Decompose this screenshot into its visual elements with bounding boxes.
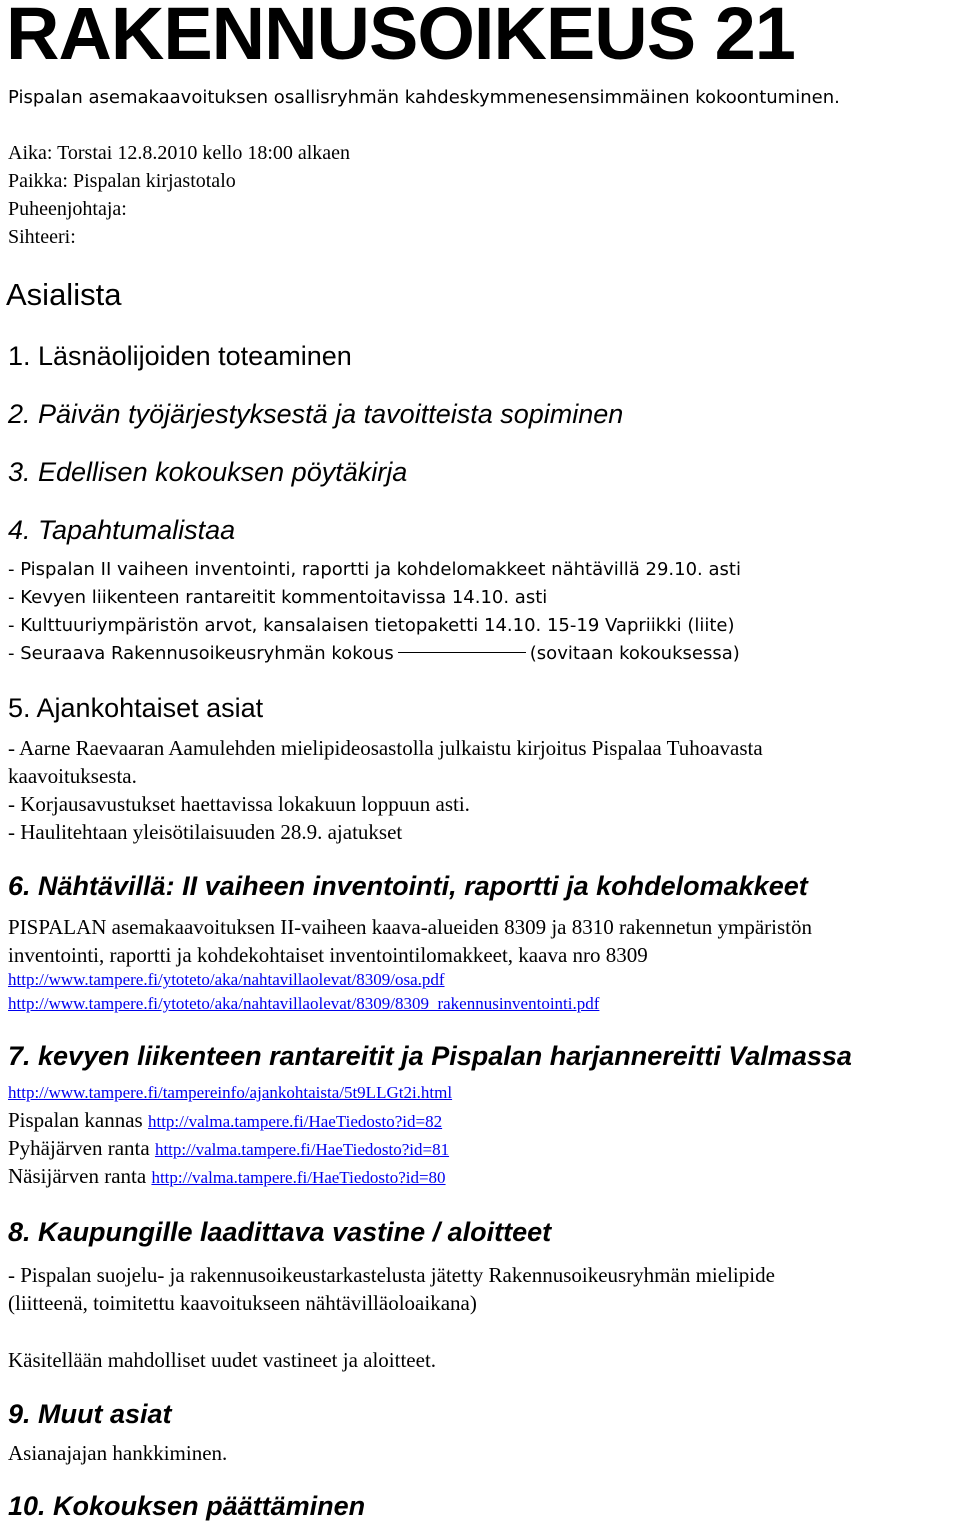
pyhajarvi-link[interactable]: http://valma.tampere.fi/HaeTiedosto?id=81	[154, 1140, 450, 1159]
sec4-line-4-note: (sovitaan kokouksessa)	[529, 643, 740, 664]
sec4-line-1: - Pispalan II vaiheen inventointi, raportti ja kohdelomakkeet nähtävillä 29.10. asti	[8, 559, 741, 580]
osa-pdf-link[interactable]: http://www.tampere.fi/ytoteto/aka/nahtavillaolevat/8309/osa.pdf	[8, 970, 445, 989]
sec5-line-1: - Aarne Raevaaran Aamulehden mielipideosastolla julkaistu kirjoitus Pispalaa Tuhoavasta	[8, 736, 763, 760]
sec8-line-2: (liitteenä, toimitettu kaavoitukseen nähtävilläoloaikana)	[8, 1291, 477, 1315]
asialista-heading: Asialista	[6, 277, 122, 312]
sec5-line-3: - Korjausavustukset haettavissa lokakuun loppuun asti.	[8, 792, 470, 816]
agenda-item-3: 3. Edellisen kokouksen pöytäkirja	[8, 457, 408, 487]
nasijarvi-label: Näsijärven ranta	[8, 1164, 147, 1188]
meta-paikka: Paikka: Pispalan kirjastotalo	[8, 170, 236, 192]
pyhajarvi-label: Pyhäjärven ranta	[8, 1136, 150, 1160]
blank-line	[398, 651, 526, 653]
sec6-line-2: inventointi, raportti ja kohdekohtaiset inventointilomakkeet, kaava nro 8309	[8, 943, 648, 967]
agenda-item-2: 2. Päivän työjärjestyksestä ja tavoitteista sopiminen	[8, 399, 624, 429]
meta-puheenjohtaja: Puheenjohtaja:	[8, 198, 127, 220]
meta-sihteeri: Sihteeri:	[8, 226, 76, 248]
pyhajarvi-row	[8, 1134, 449, 1164]
document-title: RAKENNUSOIKEUS 21	[6, 0, 795, 75]
sec8-line-1: - Pispalan suojelu- ja rakennusoikeustarkastelusta jätetty Rakennusoikeusryhmän mielipide	[8, 1263, 775, 1287]
intro-text: Pispalan asemakaavoituksen osallisryhmän kahdeskymmenesensimmäinen kokoontuminen.	[8, 87, 840, 108]
agenda-item-9: 9. Muut asiat	[8, 1399, 172, 1429]
tampereinfo-link[interactable]: http://www.tampere.fi/tampereinfo/ajankohtaista/5t9LLGt2i.html	[8, 1083, 453, 1102]
agenda-item-4: 4. Tapahtumalistaa	[8, 515, 236, 545]
sec6-link-1-row	[8, 968, 445, 993]
kannas-label: Pispalan kannas	[8, 1108, 143, 1132]
sec4-line-3: - Kulttuuriympäristön arvot, kansalaisen tietopaketti 14.10. 15-19 Vapriikki (liite)	[8, 615, 735, 636]
sec9-line-1: Asianajajan hankkiminen.	[8, 1441, 228, 1465]
agenda-item-10: 10. Kokouksen päättäminen	[8, 1491, 366, 1521]
sec8-line-3: Käsitellään mahdolliset uudet vastineet ja aloitteet.	[8, 1348, 437, 1372]
agenda-item-7: 7. kevyen liikenteen rantareitit ja Pispalan harjannereitti Valmassa	[8, 1041, 852, 1071]
sec4-line-4	[8, 640, 740, 668]
nasijarvi-row	[8, 1162, 446, 1192]
agenda-item-1: 1. Läsnäolijoiden toteaminen	[8, 341, 352, 371]
rakennusinventointi-pdf-link[interactable]: http://www.tampere.fi/ytoteto/aka/nahtavillaolevat/8309/8309_rakennusinventointi.pdf	[8, 994, 600, 1013]
sec5-line-2: kaavoituksesta.	[8, 764, 137, 788]
sec6-link-2-row	[8, 992, 599, 1017]
nasijarvi-link[interactable]: http://valma.tampere.fi/HaeTiedosto?id=80	[151, 1168, 446, 1187]
sec4-line-2: - Kevyen liikenteen rantareitit kommentoitavissa 14.10. asti	[8, 587, 548, 608]
sec7-link-row	[8, 1080, 452, 1107]
kannas-row	[8, 1106, 442, 1136]
agenda-item-8: 8. Kaupungille laadittava vastine / aloitteet	[8, 1217, 552, 1247]
agenda-item-6: 6. Nähtävillä: II vaiheen inventointi, raportti ja kohdelomakkeet	[8, 871, 808, 901]
sec5-line-4: - Haulitehtaan yleisötilaisuuden 28.9. ajatukset	[8, 820, 403, 844]
kannas-link[interactable]: http://valma.tampere.fi/HaeTiedosto?id=82	[147, 1112, 443, 1131]
sec4-line-4-text: - Seuraava Rakennusoikeusryhmän kokous	[8, 643, 394, 664]
meta-aika: Aika: Torstai 12.8.2010 kello 18:00 alkaen	[8, 142, 351, 164]
agenda-item-5: 5. Ajankohtaiset asiat	[8, 693, 264, 723]
sec6-line-1: PISPALAN asemakaavoituksen II-vaiheen kaava-alueiden 8309 ja 8310 rakennetun ympäristön	[8, 915, 812, 939]
